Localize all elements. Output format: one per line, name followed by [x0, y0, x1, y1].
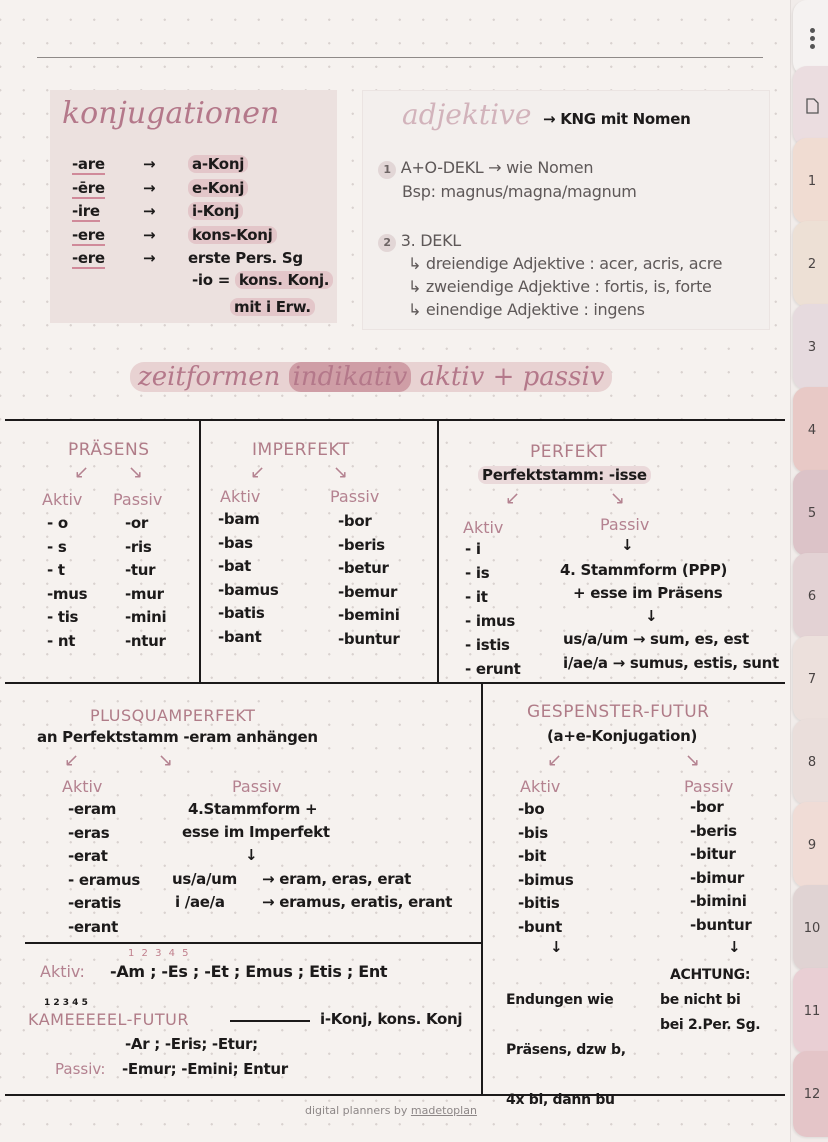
footer-text: digital planners by [305, 1104, 411, 1117]
ending-item: - it [465, 588, 488, 606]
perfekt-passiv-3: us/a/um → sum, es, est [563, 630, 749, 648]
ending-item: -batis [218, 604, 265, 622]
praesens-title: PRÄSENS [68, 440, 150, 460]
arrow-icon: ↙ [64, 750, 80, 771]
arrow-icon: ↙ [547, 750, 563, 771]
konj-type: erste Pers. Sg [188, 249, 303, 267]
konj-type: i-Konj [188, 202, 243, 220]
top-divider [37, 57, 763, 58]
arrow-icon: ↘ [158, 750, 174, 771]
ending-item: -bor [338, 512, 372, 530]
tab-6[interactable] [793, 553, 828, 639]
adj-sub-1: ↳ dreiendige Adjektive : acer, acris, acre [408, 254, 723, 273]
ending-item: -bam [218, 510, 260, 528]
aktiv-label: Aktiv [520, 777, 561, 796]
passiv-label: Passiv [684, 777, 734, 796]
plq-passiv-1: 4.Stammform + [188, 800, 318, 818]
ending-item: -erant [68, 917, 118, 936]
konj-mit-i: mit i Erw. [230, 298, 315, 316]
ending-item: -ntur [125, 631, 166, 650]
ending-item: -tur [125, 561, 156, 579]
more-vertical-icon [810, 28, 815, 49]
tab-12[interactable] [793, 1051, 828, 1137]
kameel-target: i-Konj, kons. Konj [320, 1010, 463, 1028]
arrow-icon: ↘ [610, 488, 626, 509]
ending-item: -eratis [68, 894, 122, 912]
kameel-passiv-1: -Ar ; -Eris; -Etur; [125, 1035, 258, 1053]
ending-item: -bamus [218, 580, 279, 599]
arrow-line [230, 1020, 310, 1022]
kameel-aktiv: -Am ; -Es ; -Et ; Emus ; Etis ; Ent [110, 962, 388, 981]
plusquamperfekt-sub: an Perfektstamm -eram anhängen [37, 728, 318, 746]
plq-p4b: → eramus, eratis, erant [262, 893, 453, 911]
kameel-title: KAMEEEEEL-FUTUR [28, 1010, 189, 1029]
ending-item: -mur [125, 584, 164, 603]
konjugationen-title: konjugationen [62, 96, 280, 131]
konj-kons: kons. Konj. [235, 271, 333, 289]
gespenster-sub: (a+e-Konjugation) [547, 727, 698, 745]
aktiv-label: Aktiv [220, 487, 261, 506]
arrow-icon: → [143, 249, 156, 267]
tab-label: 7 [807, 671, 817, 687]
ending-item: -bemur [338, 582, 398, 601]
menu-button[interactable] [793, 0, 828, 76]
note-line: Endungen wie [506, 992, 614, 1008]
tab-2[interactable] [793, 221, 828, 307]
perfekt-passiv-4: i/ae/a → sumus, estis, sunt [563, 654, 779, 672]
tab-1[interactable] [793, 138, 828, 224]
ending-item: -bitur [690, 845, 736, 863]
ending-item: -betur [338, 559, 389, 577]
note-line: Präsens, dzw b, [506, 1042, 626, 1058]
heading-part2: indikativ [289, 362, 412, 392]
tab-sidebar [790, 0, 828, 1142]
tab-3[interactable] [793, 304, 828, 390]
arrow-icon: ↘ [128, 462, 144, 483]
aktiv-label: Aktiv [42, 490, 83, 509]
ending-item: - s [47, 537, 67, 556]
aktiv-label: Aktiv [463, 518, 504, 537]
footer-brand-link[interactable]: madetoplan [410, 1104, 477, 1117]
passiv-label: Passiv [232, 777, 282, 796]
ending-item: -buntur [690, 915, 752, 934]
konj-io: -io = [192, 271, 230, 289]
tab-label: 5 [807, 505, 817, 521]
page-button[interactable] [793, 66, 828, 146]
gespenster-note-right [660, 963, 760, 1038]
imperfekt-title: IMPERFEKT [252, 440, 350, 460]
perfekt-passiv-2: + esse im Präsens [573, 584, 723, 602]
ending-item: -bemini [338, 606, 400, 624]
ending-item: -bimur [690, 868, 745, 887]
tab-8[interactable] [793, 719, 828, 805]
konj-type: e-Konj [188, 179, 248, 197]
konj-type: kons-Konj [188, 226, 277, 244]
ending-item: -bimus [518, 870, 574, 889]
tab-label: 8 [807, 754, 817, 770]
gespenster-note-left [506, 963, 626, 1138]
ending-item: - istis [465, 636, 510, 654]
arrow-icon: ↙ [74, 462, 90, 483]
tab-label: 11 [803, 1003, 821, 1019]
adj-sub-2: ↳ zweiendige Adjektive : fortis, is, forte [408, 277, 712, 296]
adjektive-title: adjektive [402, 98, 532, 131]
number-badge: 2 [378, 234, 396, 252]
gespenster-title: GESPENSTER-FUTUR [527, 702, 710, 722]
ending-item: -buntur [338, 629, 400, 648]
arrow-icon: ↘ [685, 750, 701, 771]
ending-item: - o [47, 514, 68, 532]
ending-item: - eramus [68, 870, 140, 889]
arrow-down-icon: ↓ [728, 938, 741, 956]
perfekt-stamm: Perfektstamm: -isse [478, 466, 651, 484]
ending-item: -bas [218, 533, 253, 552]
footer [305, 1104, 477, 1117]
konj-ending: -ire [72, 202, 100, 220]
note-line: ACHTUNG: [670, 967, 751, 983]
tab-label: 12 [803, 1086, 821, 1102]
plusquamperfekt-title: PLUSQUAMPERFEKT [90, 706, 256, 725]
passiv-label: Passiv [330, 487, 380, 506]
passiv-label: Passiv [113, 490, 163, 509]
ending-item: -or [125, 514, 149, 532]
tab-label: 2 [807, 256, 817, 272]
ending-item: - tis [47, 608, 79, 626]
ending-item: - erunt [465, 660, 521, 678]
kameel-aktiv-nums: 1 2 3 4 5 [128, 948, 191, 959]
arrow-icon: → [143, 155, 156, 173]
tab-label: 10 [803, 920, 821, 936]
arrow-icon: ↙ [250, 462, 266, 483]
ending-item: - nt [47, 631, 76, 650]
konj-type: a-Konj [188, 155, 248, 173]
adj-item2-line1: 3. DEKL [400, 231, 461, 250]
note-line: be nicht bi [660, 992, 741, 1008]
ending-item: -bo [518, 800, 545, 818]
ending-item: - is [465, 564, 490, 582]
ending-item: -erat [68, 847, 108, 865]
ending-item: -beris [338, 535, 385, 554]
plq-p4a: i /ae/a [175, 893, 225, 911]
adj-item1-line2: Bsp: magnus/magna/magnum [402, 182, 637, 201]
ending-item: -bit [518, 847, 547, 865]
passiv-label: Passiv [600, 515, 650, 534]
kameel-passiv-label: Passiv: [55, 1060, 106, 1078]
arrow-icon: → [143, 202, 156, 220]
ending-item: -bitis [518, 894, 560, 912]
tab-7[interactable] [793, 636, 828, 722]
adj-item1-line1: A+O-DEKL → wie Nomen [400, 158, 594, 177]
tab-9[interactable] [793, 802, 828, 888]
note-line: bei 2.Per. Sg. [660, 1017, 761, 1033]
arrow-icon: ↘ [333, 462, 349, 483]
arrow-icon: ↙ [505, 488, 521, 509]
heading-part1: zeitformen [138, 362, 281, 392]
note-line: 4x bi, dann bu [506, 1092, 615, 1108]
ending-item: -bimini [690, 892, 747, 910]
ending-item: - t [47, 561, 65, 579]
ending-item: -eram [68, 800, 117, 818]
ending-item: -ris [125, 537, 152, 556]
arrow-icon: → [143, 178, 156, 197]
section-heading [130, 362, 612, 392]
ending-item: -mini [125, 608, 167, 626]
aktiv-label: Aktiv [62, 777, 103, 796]
arrow-icon: → [143, 225, 156, 244]
number-badge: 1 [378, 161, 396, 179]
arrow-down-icon: ↓ [550, 938, 563, 956]
ending-item: -eras [68, 823, 110, 842]
ending-item: -beris [690, 821, 737, 840]
arrow-down-icon: ↓ [621, 536, 634, 554]
kameel-title-nums: 1 2 3 4 5 [44, 998, 88, 1008]
ending-item: -bis [518, 823, 548, 842]
ending-item: -mus [47, 584, 88, 603]
plq-p3b: → eram, eras, erat [262, 870, 412, 888]
arrow-down-icon: ↓ [245, 846, 258, 864]
kameel-passiv-2: -Emur; -Emini; Entur [122, 1060, 288, 1078]
konj-ending: -are [72, 155, 105, 173]
tab-10[interactable] [793, 885, 828, 971]
konj-ending: -ere [72, 249, 105, 267]
ending-item: - imus [465, 612, 516, 630]
tab-5[interactable] [793, 470, 828, 556]
tab-4[interactable] [793, 387, 828, 473]
page-icon [806, 98, 819, 114]
tab-label: 4 [807, 422, 817, 438]
konj-ending: -ēre [72, 178, 105, 197]
ending-item: -bunt [518, 917, 562, 936]
arrow-down-icon: ↓ [645, 607, 658, 625]
adj-sub-3: ↳ einendige Adjektive : ingens [408, 300, 645, 319]
kameel-aktiv-label: Aktiv: [40, 962, 85, 981]
tab-11[interactable] [793, 968, 828, 1054]
tab-label: 1 [807, 173, 817, 189]
ending-item: -bant [218, 627, 262, 646]
adjektive-note: → KNG mit Nomen [543, 110, 691, 128]
tab-label: 3 [807, 339, 817, 355]
ending-item: -bor [690, 798, 724, 816]
tab-label: 9 [807, 837, 817, 853]
plq-passiv-2: esse im Imperfekt [182, 823, 330, 841]
ending-item: - i [465, 540, 481, 558]
perfekt-passiv-1: 4. Stammform (PPP) [560, 561, 728, 579]
heading-part3: aktiv + passiv [419, 362, 605, 392]
plq-p3a: us/a/um [172, 870, 237, 888]
konj-ending: -ere [72, 225, 105, 244]
perfekt-title: PERFEKT [530, 442, 608, 462]
tab-label: 6 [807, 588, 817, 604]
ending-item: -bat [218, 557, 252, 575]
